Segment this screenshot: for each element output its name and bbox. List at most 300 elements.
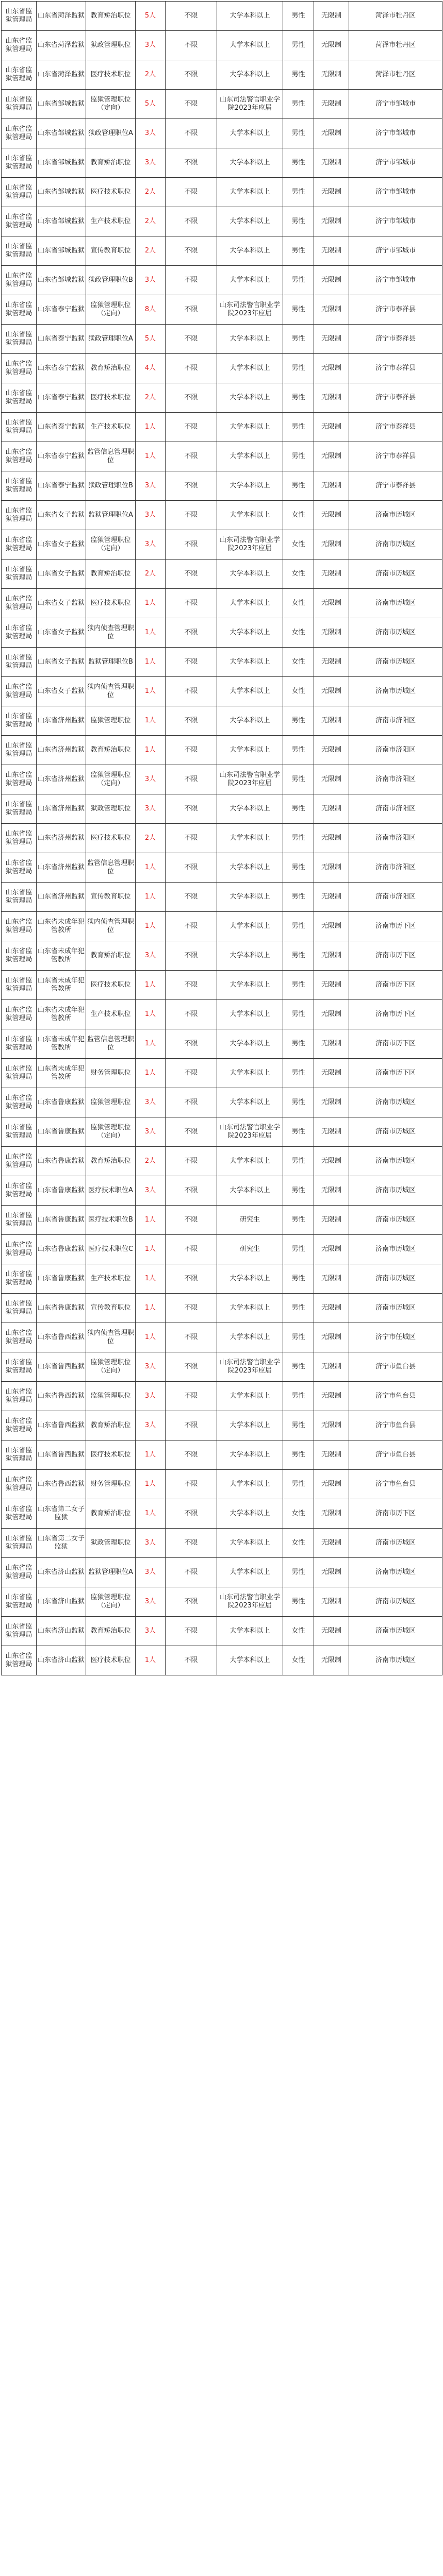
dept-cell: 山东省监狱管理局 — [2, 471, 37, 501]
bianzhi-cell: 无限制 — [314, 207, 349, 236]
post-cell: 监狱管理职位A — [86, 501, 136, 530]
age-cell: 不限 — [166, 589, 217, 618]
bianzhi-cell: 无限制 — [314, 1470, 349, 1499]
post-cell: 宣传教育职位 — [86, 1294, 136, 1323]
gender-cell: 女性 — [283, 560, 314, 589]
table-row — [2, 207, 442, 236]
unit-cell: 山东省未成年犯管教所 — [37, 1059, 86, 1088]
dept-cell: 山东省监狱管理局 — [2, 1264, 37, 1294]
table-row — [2, 148, 442, 178]
place-cell: 济南市历城区 — [349, 677, 442, 706]
gender-cell: 男性 — [283, 1558, 314, 1587]
table-row — [2, 912, 442, 941]
gender-cell: 男性 — [283, 1206, 314, 1235]
dept-cell: 山东省监狱管理局 — [2, 1323, 37, 1352]
post-cell: 医疗技术职位 — [86, 383, 136, 413]
dept-cell: 山东省监狱管理局 — [2, 442, 37, 471]
post-cell: 医疗技术职位 — [86, 1440, 136, 1470]
post-cell: 医疗技术职位 — [86, 178, 136, 207]
age-cell: 不限 — [166, 1059, 217, 1088]
place-cell: 济南市历城区 — [349, 1088, 442, 1117]
unit-cell: 山东省鲁康监狱 — [37, 1235, 86, 1264]
post-cell: 监管信息管理职位 — [86, 853, 136, 883]
post-cell: 生产技术职位 — [86, 1000, 136, 1029]
place-cell: 济南市济阳区 — [349, 706, 442, 736]
edu-cell: 大学本科以上 — [217, 794, 283, 824]
unit-cell: 山东省女子监狱 — [37, 589, 86, 618]
place-cell: 济南市历城区 — [349, 1617, 442, 1646]
dept-cell: 山东省监狱管理局 — [2, 60, 37, 90]
edu-cell: 大学本科以上 — [217, 1147, 283, 1176]
gender-cell: 男性 — [283, 90, 314, 119]
age-cell: 不限 — [166, 2, 217, 31]
gender-cell: 女性 — [283, 1646, 314, 1675]
place-cell: 济南市历城区 — [349, 1529, 442, 1558]
count-cell: 2人 — [136, 60, 166, 90]
dept-cell: 山东省监狱管理局 — [2, 1440, 37, 1470]
table-row — [2, 1440, 442, 1470]
edu-cell: 大学本科以上 — [217, 1264, 283, 1294]
unit-cell: 山东省济山监狱 — [37, 1587, 86, 1617]
table-row — [2, 853, 442, 883]
table-row — [2, 295, 442, 325]
gender-cell: 男性 — [283, 471, 314, 501]
count-cell: 2人 — [136, 1147, 166, 1176]
table-row — [2, 648, 442, 677]
table-row — [2, 1411, 442, 1440]
bianzhi-cell: 无限制 — [314, 471, 349, 501]
dept-cell: 山东省监狱管理局 — [2, 912, 37, 941]
age-cell: 不限 — [166, 765, 217, 794]
age-cell: 不限 — [166, 794, 217, 824]
table-row — [2, 1235, 442, 1264]
unit-cell: 山东省未成年犯管教所 — [37, 941, 86, 971]
gender-cell: 男性 — [283, 413, 314, 442]
age-cell: 不限 — [166, 560, 217, 589]
unit-cell: 山东省泰宁监狱 — [37, 442, 86, 471]
dept-cell: 山东省监狱管理局 — [2, 1176, 37, 1206]
gender-cell: 男性 — [283, 1235, 314, 1264]
gender-cell: 男性 — [283, 442, 314, 471]
post-cell: 医疗技术职位A — [86, 1176, 136, 1206]
bianzhi-cell: 无限制 — [314, 618, 349, 648]
edu-cell: 大学本科以上 — [217, 706, 283, 736]
post-cell: 教育矫治职位 — [86, 148, 136, 178]
bianzhi-cell: 无限制 — [314, 648, 349, 677]
dept-cell: 山东省监狱管理局 — [2, 1411, 37, 1440]
count-cell: 3人 — [136, 1411, 166, 1440]
table-row — [2, 1000, 442, 1029]
table-row — [2, 60, 442, 90]
bianzhi-cell: 无限制 — [314, 1558, 349, 1587]
count-cell: 1人 — [136, 618, 166, 648]
bianzhi-cell: 无限制 — [314, 560, 349, 589]
gender-cell: 男性 — [283, 736, 314, 765]
count-cell: 3人 — [136, 148, 166, 178]
count-cell: 3人 — [136, 941, 166, 971]
bianzhi-cell: 无限制 — [314, 442, 349, 471]
post-cell: 监狱管理职位（定向） — [86, 765, 136, 794]
unit-cell: 山东省鲁西监狱 — [37, 1323, 86, 1352]
unit-cell: 山东省女子监狱 — [37, 560, 86, 589]
table-row — [2, 1117, 442, 1147]
bianzhi-cell: 无限制 — [314, 1235, 349, 1264]
edu-cell: 大学本科以上 — [217, 736, 283, 765]
dept-cell: 山东省监狱管理局 — [2, 236, 37, 266]
age-cell: 不限 — [166, 1147, 217, 1176]
count-cell: 3人 — [136, 765, 166, 794]
dept-cell: 山东省监狱管理局 — [2, 148, 37, 178]
age-cell: 不限 — [166, 295, 217, 325]
count-cell: 3人 — [136, 530, 166, 560]
dept-cell: 山东省监狱管理局 — [2, 1587, 37, 1617]
age-cell: 不限 — [166, 912, 217, 941]
gender-cell: 女性 — [283, 501, 314, 530]
dept-cell: 山东省监狱管理局 — [2, 618, 37, 648]
age-cell: 不限 — [166, 471, 217, 501]
post-cell: 宣传教育职位 — [86, 883, 136, 912]
unit-cell: 山东省邹城监狱 — [37, 90, 86, 119]
place-cell: 济南市济阳区 — [349, 794, 442, 824]
unit-cell: 山东省鲁康监狱 — [37, 1264, 86, 1294]
post-cell: 教育矫治职位 — [86, 2, 136, 31]
edu-cell: 大学本科以上 — [217, 824, 283, 853]
post-cell: 医疗技术职位 — [86, 971, 136, 1000]
age-cell: 不限 — [166, 648, 217, 677]
place-cell: 济宁市鱼台县 — [349, 1382, 442, 1411]
post-cell: 狱内侦查管理职位 — [86, 1323, 136, 1352]
edu-cell: 大学本科以上 — [217, 677, 283, 706]
dept-cell: 山东省监狱管理局 — [2, 119, 37, 148]
bianzhi-cell: 无限制 — [314, 295, 349, 325]
age-cell: 不限 — [166, 207, 217, 236]
count-cell: 1人 — [136, 971, 166, 1000]
age-cell: 不限 — [166, 1088, 217, 1117]
bianzhi-cell: 无限制 — [314, 971, 349, 1000]
place-cell: 济宁市邹城市 — [349, 148, 442, 178]
place-cell: 菏泽市牡丹区 — [349, 31, 442, 60]
place-cell: 济南市历城区 — [349, 1264, 442, 1294]
place-cell: 济宁市邹城市 — [349, 178, 442, 207]
gender-cell: 男性 — [283, 383, 314, 413]
post-cell: 监狱管理职位（定向） — [86, 1117, 136, 1147]
place-cell: 济宁市泰祥县 — [349, 295, 442, 325]
edu-cell: 大学本科以上 — [217, 1323, 283, 1352]
edu-cell: 大学本科以上 — [217, 648, 283, 677]
gender-cell: 男性 — [283, 912, 314, 941]
place-cell: 济宁市邹城市 — [349, 119, 442, 148]
edu-cell: 大学本科以上 — [217, 1000, 283, 1029]
edu-cell: 大学本科以上 — [217, 1440, 283, 1470]
gender-cell: 男性 — [283, 1029, 314, 1059]
age-cell: 不限 — [166, 60, 217, 90]
dept-cell: 山东省监狱管理局 — [2, 178, 37, 207]
place-cell: 济宁市鱼台县 — [349, 1470, 442, 1499]
gender-cell: 男性 — [283, 325, 314, 354]
edu-cell: 大学本科以上 — [217, 1558, 283, 1587]
unit-cell: 山东省泰宁监狱 — [37, 383, 86, 413]
dept-cell: 山东省监狱管理局 — [2, 1499, 37, 1529]
age-cell: 不限 — [166, 824, 217, 853]
edu-cell: 大学本科以上 — [217, 1499, 283, 1529]
recruitment-table — [1, 1, 442, 1675]
age-cell: 不限 — [166, 325, 217, 354]
table-row — [2, 325, 442, 354]
edu-cell: 研究生 — [217, 1235, 283, 1264]
dept-cell: 山东省监狱管理局 — [2, 1206, 37, 1235]
count-cell: 3人 — [136, 1088, 166, 1117]
age-cell: 不限 — [166, 1294, 217, 1323]
edu-cell: 大学本科以上 — [217, 941, 283, 971]
count-cell: 1人 — [136, 1059, 166, 1088]
place-cell: 济南市历城区 — [349, 1235, 442, 1264]
age-cell: 不限 — [166, 236, 217, 266]
place-cell: 济南市历下区 — [349, 1029, 442, 1059]
edu-cell: 大学本科以上 — [217, 383, 283, 413]
place-cell: 济南市历城区 — [349, 618, 442, 648]
table-row — [2, 589, 442, 618]
place-cell: 济南市历城区 — [349, 1294, 442, 1323]
post-cell: 监狱管理职位 — [86, 1382, 136, 1411]
gender-cell: 男性 — [283, 1382, 314, 1411]
table-row — [2, 1529, 442, 1558]
unit-cell: 山东省女子监狱 — [37, 618, 86, 648]
count-cell: 4人 — [136, 354, 166, 383]
table-row — [2, 1176, 442, 1206]
table-row — [2, 1587, 442, 1617]
post-cell: 医疗技术职位 — [86, 589, 136, 618]
count-cell: 1人 — [136, 677, 166, 706]
table-row — [2, 1382, 442, 1411]
unit-cell: 山东省泰宁监狱 — [37, 413, 86, 442]
post-cell: 教育矫治职位 — [86, 736, 136, 765]
place-cell: 济宁市泰祥县 — [349, 354, 442, 383]
count-cell: 1人 — [136, 912, 166, 941]
table-row — [2, 883, 442, 912]
post-cell: 教育矫治职位 — [86, 1411, 136, 1440]
count-cell: 3人 — [136, 119, 166, 148]
age-cell: 不限 — [166, 413, 217, 442]
dept-cell: 山东省监狱管理局 — [2, 1088, 37, 1117]
table-row — [2, 677, 442, 706]
bianzhi-cell: 无限制 — [314, 90, 349, 119]
count-cell: 1人 — [136, 1646, 166, 1675]
dept-cell: 山东省监狱管理局 — [2, 325, 37, 354]
bianzhi-cell: 无限制 — [314, 530, 349, 560]
edu-cell: 大学本科以上 — [217, 1382, 283, 1411]
gender-cell: 女性 — [283, 618, 314, 648]
place-cell: 济南市济阳区 — [349, 765, 442, 794]
unit-cell: 山东省女子监狱 — [37, 677, 86, 706]
post-cell: 教育矫治职位 — [86, 1499, 136, 1529]
age-cell: 不限 — [166, 1411, 217, 1440]
age-cell: 不限 — [166, 148, 217, 178]
unit-cell: 山东省济州监狱 — [37, 794, 86, 824]
count-cell: 8人 — [136, 295, 166, 325]
dept-cell: 山东省监狱管理局 — [2, 1059, 37, 1088]
bianzhi-cell: 无限制 — [314, 1411, 349, 1440]
unit-cell: 山东省泰宁监狱 — [37, 471, 86, 501]
edu-cell: 大学本科以上 — [217, 1470, 283, 1499]
edu-cell: 大学本科以上 — [217, 883, 283, 912]
dept-cell: 山东省监狱管理局 — [2, 824, 37, 853]
gender-cell: 女性 — [283, 648, 314, 677]
count-cell: 1人 — [136, 1029, 166, 1059]
unit-cell: 山东省第二女子监狱 — [37, 1499, 86, 1529]
bianzhi-cell: 无限制 — [314, 1529, 349, 1558]
dept-cell: 山东省监狱管理局 — [2, 1000, 37, 1029]
gender-cell: 男性 — [283, 1264, 314, 1294]
post-cell: 狱政管理职位A — [86, 325, 136, 354]
dept-cell: 山东省监狱管理局 — [2, 589, 37, 618]
age-cell: 不限 — [166, 853, 217, 883]
place-cell: 济宁市鱼台县 — [349, 1411, 442, 1440]
dept-cell: 山东省监狱管理局 — [2, 677, 37, 706]
count-cell: 1人 — [136, 1294, 166, 1323]
unit-cell: 山东省未成年犯管教所 — [37, 1029, 86, 1059]
table-row — [2, 471, 442, 501]
dept-cell: 山东省监狱管理局 — [2, 1558, 37, 1587]
unit-cell: 山东省济州监狱 — [37, 736, 86, 765]
count-cell: 5人 — [136, 325, 166, 354]
count-cell: 3人 — [136, 1352, 166, 1382]
bianzhi-cell: 无限制 — [314, 1059, 349, 1088]
place-cell: 济宁市泰祥县 — [349, 442, 442, 471]
edu-cell: 大学本科以上 — [217, 1529, 283, 1558]
age-cell: 不限 — [166, 383, 217, 413]
place-cell: 菏泽市牡丹区 — [349, 60, 442, 90]
edu-cell: 大学本科以上 — [217, 178, 283, 207]
unit-cell: 山东省济州监狱 — [37, 765, 86, 794]
count-cell: 1人 — [136, 1440, 166, 1470]
post-cell: 监狱管理职位（定向） — [86, 90, 136, 119]
count-cell: 1人 — [136, 853, 166, 883]
place-cell: 济宁市任城区 — [349, 1323, 442, 1352]
count-cell: 1人 — [136, 736, 166, 765]
age-cell: 不限 — [166, 1646, 217, 1675]
bianzhi-cell: 无限制 — [314, 1294, 349, 1323]
table-row — [2, 706, 442, 736]
gender-cell: 男性 — [283, 1352, 314, 1382]
edu-cell: 大学本科以上 — [217, 1294, 283, 1323]
age-cell: 不限 — [166, 354, 217, 383]
edu-cell: 大学本科以上 — [217, 442, 283, 471]
place-cell: 济宁市泰祥县 — [349, 471, 442, 501]
unit-cell: 山东省泰宁监狱 — [37, 354, 86, 383]
post-cell: 医疗技术职位 — [86, 1646, 136, 1675]
table-row — [2, 442, 442, 471]
dept-cell: 山东省监狱管理局 — [2, 1382, 37, 1411]
age-cell: 不限 — [166, 677, 217, 706]
place-cell: 济南市历城区 — [349, 648, 442, 677]
unit-cell: 山东省邹城监狱 — [37, 236, 86, 266]
age-cell: 不限 — [166, 1176, 217, 1206]
dept-cell: 山东省监狱管理局 — [2, 1029, 37, 1059]
age-cell: 不限 — [166, 1382, 217, 1411]
age-cell: 不限 — [166, 1029, 217, 1059]
gender-cell: 男性 — [283, 1411, 314, 1440]
unit-cell: 山东省菏泽监狱 — [37, 31, 86, 60]
edu-cell: 大学本科以上 — [217, 354, 283, 383]
unit-cell: 山东省鲁康监狱 — [37, 1206, 86, 1235]
table-row — [2, 971, 442, 1000]
post-cell: 财务管理职位 — [86, 1470, 136, 1499]
unit-cell: 山东省邹城监狱 — [37, 119, 86, 148]
edu-cell: 大学本科以上 — [217, 560, 283, 589]
place-cell: 济南市历城区 — [349, 1206, 442, 1235]
unit-cell: 山东省邹城监狱 — [37, 266, 86, 295]
bianzhi-cell: 无限制 — [314, 1323, 349, 1352]
unit-cell: 山东省鲁康监狱 — [37, 1294, 86, 1323]
edu-cell: 大学本科以上 — [217, 60, 283, 90]
place-cell: 济南市历城区 — [349, 530, 442, 560]
count-cell: 2人 — [136, 560, 166, 589]
edu-cell: 大学本科以上 — [217, 589, 283, 618]
unit-cell: 山东省鲁西监狱 — [37, 1382, 86, 1411]
age-cell: 不限 — [166, 178, 217, 207]
dept-cell: 山东省监狱管理局 — [2, 971, 37, 1000]
place-cell: 济南市历下区 — [349, 1059, 442, 1088]
count-cell: 3人 — [136, 1176, 166, 1206]
gender-cell: 男性 — [283, 1059, 314, 1088]
gender-cell: 女性 — [283, 530, 314, 560]
edu-cell: 大学本科以上 — [217, 1646, 283, 1675]
bianzhi-cell: 无限制 — [314, 413, 349, 442]
bianzhi-cell: 无限制 — [314, 1264, 349, 1294]
age-cell: 不限 — [166, 1499, 217, 1529]
edu-cell: 大学本科以上 — [217, 31, 283, 60]
age-cell: 不限 — [166, 501, 217, 530]
count-cell: 1人 — [136, 1206, 166, 1235]
place-cell: 菏泽市牡丹区 — [349, 2, 442, 31]
bianzhi-cell: 无限制 — [314, 706, 349, 736]
place-cell: 济南市历城区 — [349, 1147, 442, 1176]
count-cell: 3人 — [136, 1529, 166, 1558]
age-cell: 不限 — [166, 31, 217, 60]
unit-cell: 山东省济州监狱 — [37, 706, 86, 736]
unit-cell: 山东省女子监狱 — [37, 530, 86, 560]
place-cell: 济南市历城区 — [349, 1558, 442, 1587]
gender-cell: 男性 — [283, 1088, 314, 1117]
dept-cell: 山东省监狱管理局 — [2, 1352, 37, 1382]
edu-cell: 大学本科以上 — [217, 1059, 283, 1088]
age-cell: 不限 — [166, 1352, 217, 1382]
age-cell: 不限 — [166, 119, 217, 148]
unit-cell: 山东省济州监狱 — [37, 853, 86, 883]
post-cell: 教育矫治职位 — [86, 1147, 136, 1176]
edu-cell: 大学本科以上 — [217, 2, 283, 31]
table-row — [2, 765, 442, 794]
dept-cell: 山东省监狱管理局 — [2, 1646, 37, 1675]
unit-cell: 山东省济山监狱 — [37, 1617, 86, 1646]
dept-cell: 山东省监狱管理局 — [2, 501, 37, 530]
bianzhi-cell: 无限制 — [314, 794, 349, 824]
gender-cell: 男性 — [283, 2, 314, 31]
count-cell: 3人 — [136, 1617, 166, 1646]
gender-cell: 男性 — [283, 765, 314, 794]
table-row — [2, 383, 442, 413]
edu-cell: 大学本科以上 — [217, 1029, 283, 1059]
gender-cell: 男性 — [283, 119, 314, 148]
table-row — [2, 618, 442, 648]
table-row — [2, 501, 442, 530]
table-row — [2, 1646, 442, 1675]
edu-cell: 大学本科以上 — [217, 1176, 283, 1206]
bianzhi-cell: 无限制 — [314, 1117, 349, 1147]
place-cell: 济宁市邹城市 — [349, 236, 442, 266]
place-cell: 济南市济阳区 — [349, 824, 442, 853]
post-cell: 教育矫治职位 — [86, 1617, 136, 1646]
